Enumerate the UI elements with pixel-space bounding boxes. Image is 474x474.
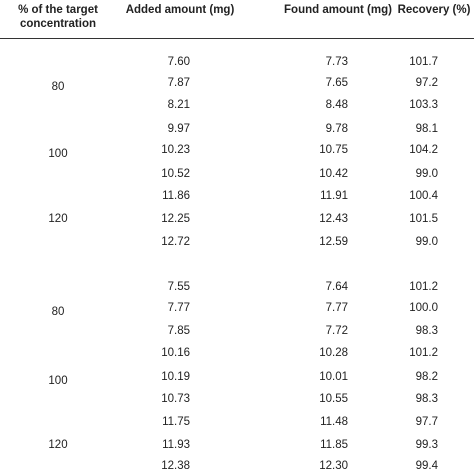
found-amount-cell: 10.55 bbox=[319, 393, 348, 405]
recovery-cell: 103.3 bbox=[409, 99, 438, 111]
found-amount-cell: 7.77 bbox=[325, 302, 348, 314]
recovery-cell: 98.2 bbox=[415, 371, 438, 383]
header-concentration-line1: % of the target bbox=[18, 4, 98, 16]
recovery-cell: 99.0 bbox=[415, 236, 438, 248]
found-amount-cell: 7.64 bbox=[325, 281, 348, 293]
found-amount-cell: 11.91 bbox=[320, 190, 348, 202]
found-amount-cell: 10.42 bbox=[319, 168, 348, 180]
found-amount-cell: 12.59 bbox=[319, 236, 348, 248]
added-amount-cell: 12.38 bbox=[161, 460, 190, 472]
recovery-cell: 101.2 bbox=[409, 347, 438, 359]
added-amount-cell: 7.55 bbox=[167, 281, 190, 293]
added-amount-cell: 10.73 bbox=[161, 393, 190, 405]
concentration-group-label: 80 bbox=[51, 81, 65, 93]
recovery-cell: 100.0 bbox=[409, 302, 438, 314]
added-amount-cell: 10.23 bbox=[161, 144, 190, 156]
found-amount-cell: 11.85 bbox=[320, 439, 348, 451]
concentration-group-label: 120 bbox=[48, 439, 68, 451]
recovery-cell: 97.2 bbox=[415, 77, 438, 89]
concentration-group-label: 100 bbox=[48, 148, 68, 160]
found-amount-cell: 8.48 bbox=[325, 99, 348, 111]
header-concentration bbox=[4, 3, 112, 31]
added-amount-cell: 7.87 bbox=[167, 77, 190, 89]
added-amount-cell: 11.86 bbox=[162, 190, 190, 202]
recovery-cell: 100.4 bbox=[409, 190, 438, 202]
concentration-group-label: 80 bbox=[51, 306, 65, 318]
header-added-amount: Added amount (mg) bbox=[125, 4, 235, 16]
added-amount-cell: 10.52 bbox=[161, 168, 190, 180]
recovery-cell: 99.0 bbox=[415, 168, 438, 180]
recovery-cell: 98.3 bbox=[415, 325, 438, 337]
header-concentration-line2: concentration bbox=[19, 18, 97, 30]
concentration-group-label: 100 bbox=[48, 375, 68, 387]
concentration-group-label: 120 bbox=[48, 213, 68, 225]
added-amount-cell: 11.75 bbox=[162, 416, 190, 428]
header-found-amount: Found amount (mg) bbox=[284, 4, 392, 16]
recovery-cell: 97.7 bbox=[415, 416, 438, 428]
table-header bbox=[0, 0, 474, 34]
found-amount-cell: 7.72 bbox=[325, 325, 348, 337]
added-amount-cell: 7.77 bbox=[167, 302, 190, 314]
header-recovery: Recovery (%) bbox=[397, 4, 471, 16]
found-amount-cell: 7.65 bbox=[325, 77, 348, 89]
added-amount-cell: 11.93 bbox=[162, 439, 190, 451]
recovery-cell: 99.4 bbox=[415, 460, 438, 472]
found-amount-cell: 7.73 bbox=[325, 56, 348, 68]
found-amount-cell: 12.43 bbox=[319, 213, 348, 225]
added-amount-cell: 10.19 bbox=[161, 371, 190, 383]
added-amount-cell: 7.60 bbox=[167, 56, 190, 68]
found-amount-cell: 10.75 bbox=[319, 144, 348, 156]
recovery-cell: 99.3 bbox=[415, 439, 438, 451]
recovery-cell: 101.7 bbox=[409, 56, 438, 68]
recovery-cell: 101.5 bbox=[409, 213, 438, 225]
found-amount-cell: 10.28 bbox=[319, 347, 348, 359]
found-amount-cell: 10.01 bbox=[319, 371, 348, 383]
added-amount-cell: 7.85 bbox=[167, 325, 190, 337]
added-amount-cell: 10.16 bbox=[161, 347, 190, 359]
added-amount-cell: 9.97 bbox=[167, 123, 190, 135]
added-amount-cell: 12.72 bbox=[161, 236, 190, 248]
recovery-cell: 101.2 bbox=[409, 281, 438, 293]
added-amount-cell: 8.21 bbox=[167, 99, 190, 111]
found-amount-cell: 11.48 bbox=[320, 416, 348, 428]
recovery-cell: 98.1 bbox=[415, 123, 438, 135]
added-amount-cell: 12.25 bbox=[161, 213, 190, 225]
header-divider bbox=[0, 38, 474, 39]
recovery-cell: 104.2 bbox=[409, 144, 438, 156]
found-amount-cell: 12.30 bbox=[319, 460, 348, 472]
found-amount-cell: 9.78 bbox=[325, 123, 348, 135]
recovery-cell: 98.3 bbox=[415, 393, 438, 405]
